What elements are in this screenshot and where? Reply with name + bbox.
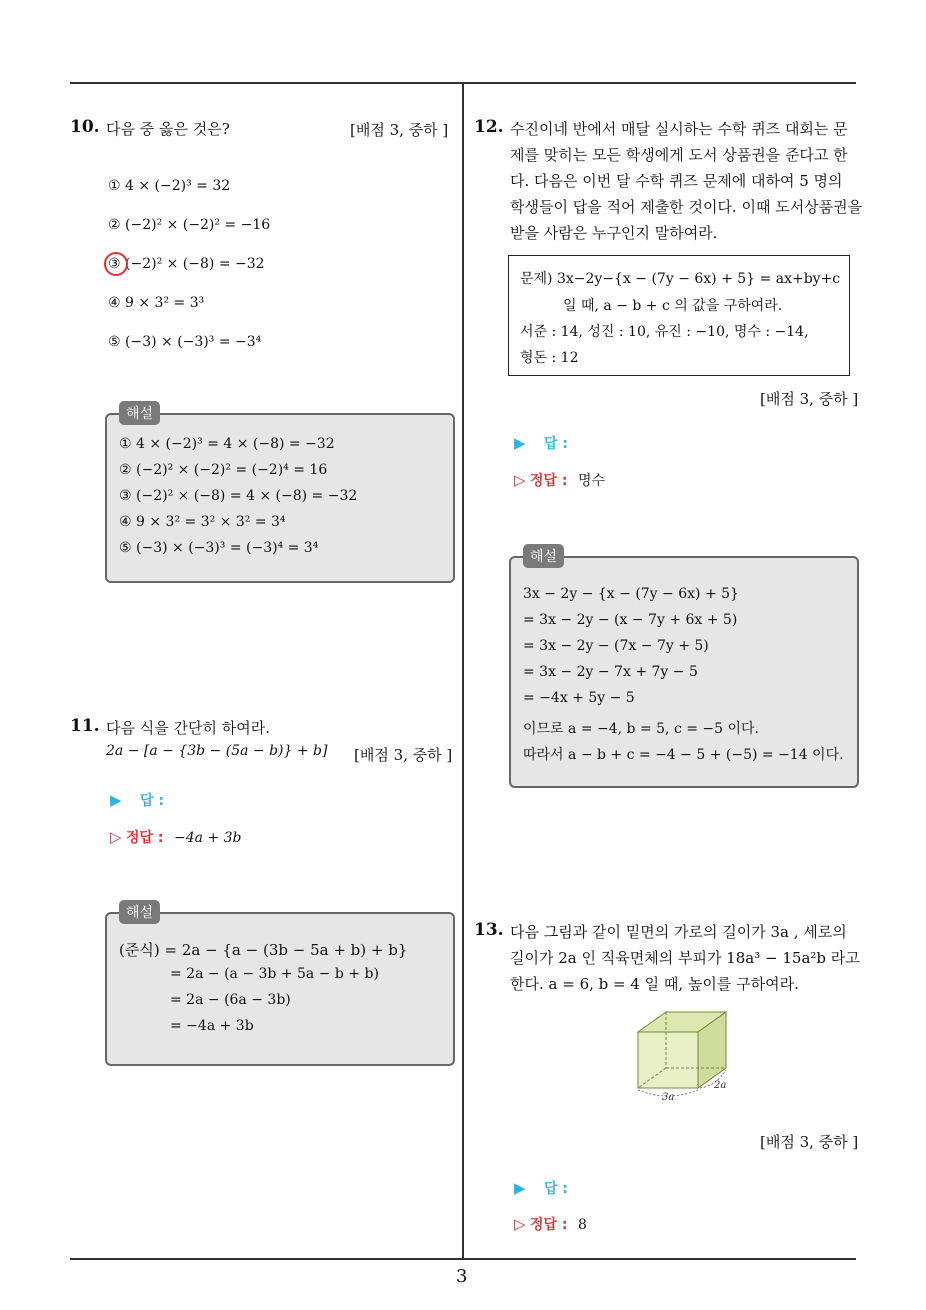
q11-answer-row [110,790,164,810]
cuboid-depth-label: 2a [714,1080,727,1091]
q10-solution-line-2: ② (−2)² × (−2)² = (−2)⁴ = 16 [119,462,328,478]
q12-text-line-1: 수진이네 반에서 매달 실시하는 수학 퀴즈 대회는 문 [510,120,848,138]
q10-option-3: ③ (−2)² × (−8) = −32 [108,256,265,272]
q13-cuboid-figure [626,1008,746,1104]
q12-problem-line-4: 형돈 : 12 [520,350,579,366]
q13-text-line-3: 한다. a = 6, b = 4 일 때, 높이를 구하여라. [510,975,799,993]
q12-solution-tag: 해설 [523,544,564,568]
q13-text-line-1: 다음 그림과 같이 밑면의 가로의 길이가 3a , 세로의 [510,923,847,941]
q12-answer-row [514,433,568,453]
q10-solution-line-1: ① 4 × (−2)³ = 4 × (−8) = −32 [119,436,335,452]
q13-points: [배점 3, 중하 ] [760,1133,859,1151]
q10-solution-line-5: ⑤ (−3) × (−3)³ = (−3)⁴ = 3⁴ [119,540,319,556]
q11-expression: 2a − [a − {3b − (5a − b)} + b] [106,743,328,759]
correct-arrow-icon: ▷ [514,1215,526,1233]
q12-number: 12. [474,117,504,137]
column-divider [462,82,464,1260]
cuboid-front-face [638,1032,698,1088]
q11-solution-line-4: = −4a + 3b [170,1018,254,1034]
q10-option-5: ⑤ (−3) × (−3)³ = −3⁴ [108,334,262,350]
q12-problem-line-3: 서준 : 14, 성진 : 10, 유진 : −10, 명수 : −14, [520,324,809,340]
q12-solution-line-6: 이므로 a = −4, b = 5, c = −5 이다. [523,721,759,737]
q12-text-line-3: 다. 다음은 이번 달 수학 퀴즈 문제에 대하여 5 명의 [510,172,843,190]
q10-number: 10. [70,117,100,137]
page-number: 3 [456,1266,468,1287]
q11-answer-label: 답 : [140,793,164,809]
q12-solution-line-4: = 3x − 2y − 7x + 7y − 5 [523,664,698,680]
q12-problem-line-2: 일 때, a − b + c 의 값을 구하여라. [563,298,783,314]
q13-number: 13. [474,920,504,940]
q11-number: 11. [70,716,100,736]
correct-arrow-icon: ▷ [110,828,122,846]
q12-solution-line-1: 3x − 2y − {x − (7y − 6x) + 5} [523,586,739,602]
q13-correct-label: 정답 : [530,1217,568,1233]
q11-solution-line-1: (준식) = 2a − {a − (3b − 5a + b) + b} [119,941,408,959]
q10-solution-tag: 해설 [119,401,160,425]
q12-correct-row [514,470,605,490]
q13-answer-label: 답 : [544,1181,568,1197]
q11-solution-line-3: = 2a − (6a − 3b) [170,992,291,1008]
q11-solution-line-2: = 2a − (a − 3b + 5a − b + b) [170,966,379,982]
q12-problem-line-1: 문제) 3x−2y−{x − (7y − 6x) + 5} = ax+by+c [520,271,841,287]
q12-text-line-2: 제를 맞히는 모든 학생에게 도서 상품권을 준다고 한 [510,146,848,164]
q12-solution-line-5: = −4x + 5y − 5 [523,690,635,706]
q11-correct-value: −4a + 3b [173,830,242,846]
q12-text-line-5: 받을 사람은 누구인지 말하여라. [510,224,718,242]
q12-correct-label: 정답 : [530,473,568,489]
bottom-rule [70,1258,856,1260]
q10-option-4: ④ 9 × 3² = 3³ [108,295,205,311]
q11-points: [배점 3, 중하 ] [354,746,453,764]
q13-correct-row [514,1214,587,1234]
q12-points: [배점 3, 중하 ] [760,390,859,408]
q12-solution-line-3: = 3x − 2y − (7x − 7y + 5) [523,638,709,654]
q10-text: 다음 중 옳은 것은? [106,120,230,138]
q11-solution-tag: 해설 [119,900,160,924]
q12-solution-line-2: = 3x − 2y − (x − 7y + 6x + 5) [523,612,738,628]
q10-option-1: ① 4 × (−2)³ = 32 [108,178,231,194]
q11-solution-box [105,912,455,1066]
q10-solution-line-4: ④ 9 × 3² = 3² × 3² = 3⁴ [119,514,286,530]
q12-solution-line-7: 따라서 a − b + c = −4 − 5 + (−5) = −14 이다. [523,747,844,763]
q11-text: 다음 식을 간단히 하여라. [106,719,270,737]
q10-solution-line-3: ③ (−2)² × (−8) = 4 × (−8) = −32 [119,488,358,504]
q12-correct-value: 명수 [577,473,606,489]
q10-option-2: ② (−2)² × (−2)² = −16 [108,217,271,233]
cuboid-width-label: 3a [662,1092,675,1103]
q12-answer-label: 답 : [544,436,568,452]
q11-correct-label: 정답 : [126,830,164,846]
q10-points: [배점 3, 중하 ] [350,121,449,139]
answer-arrow-icon: ▶ [110,791,122,809]
correct-arrow-icon: ▷ [514,471,526,489]
q10-answer-circle-mark [104,252,128,276]
q11-correct-row [110,827,241,847]
q12-text-line-4: 학생들이 답을 적어 제출한 것이다. 이때 도서상품권을 [510,198,863,216]
answer-arrow-icon: ▶ [514,1179,526,1197]
q13-text-line-2: 길이가 2a 인 직육면체의 부피가 18a³ − 15a²b 라고 [510,949,860,967]
q13-answer-row [514,1178,568,1198]
q13-correct-value: 8 [577,1217,587,1233]
answer-arrow-icon: ▶ [514,434,526,452]
